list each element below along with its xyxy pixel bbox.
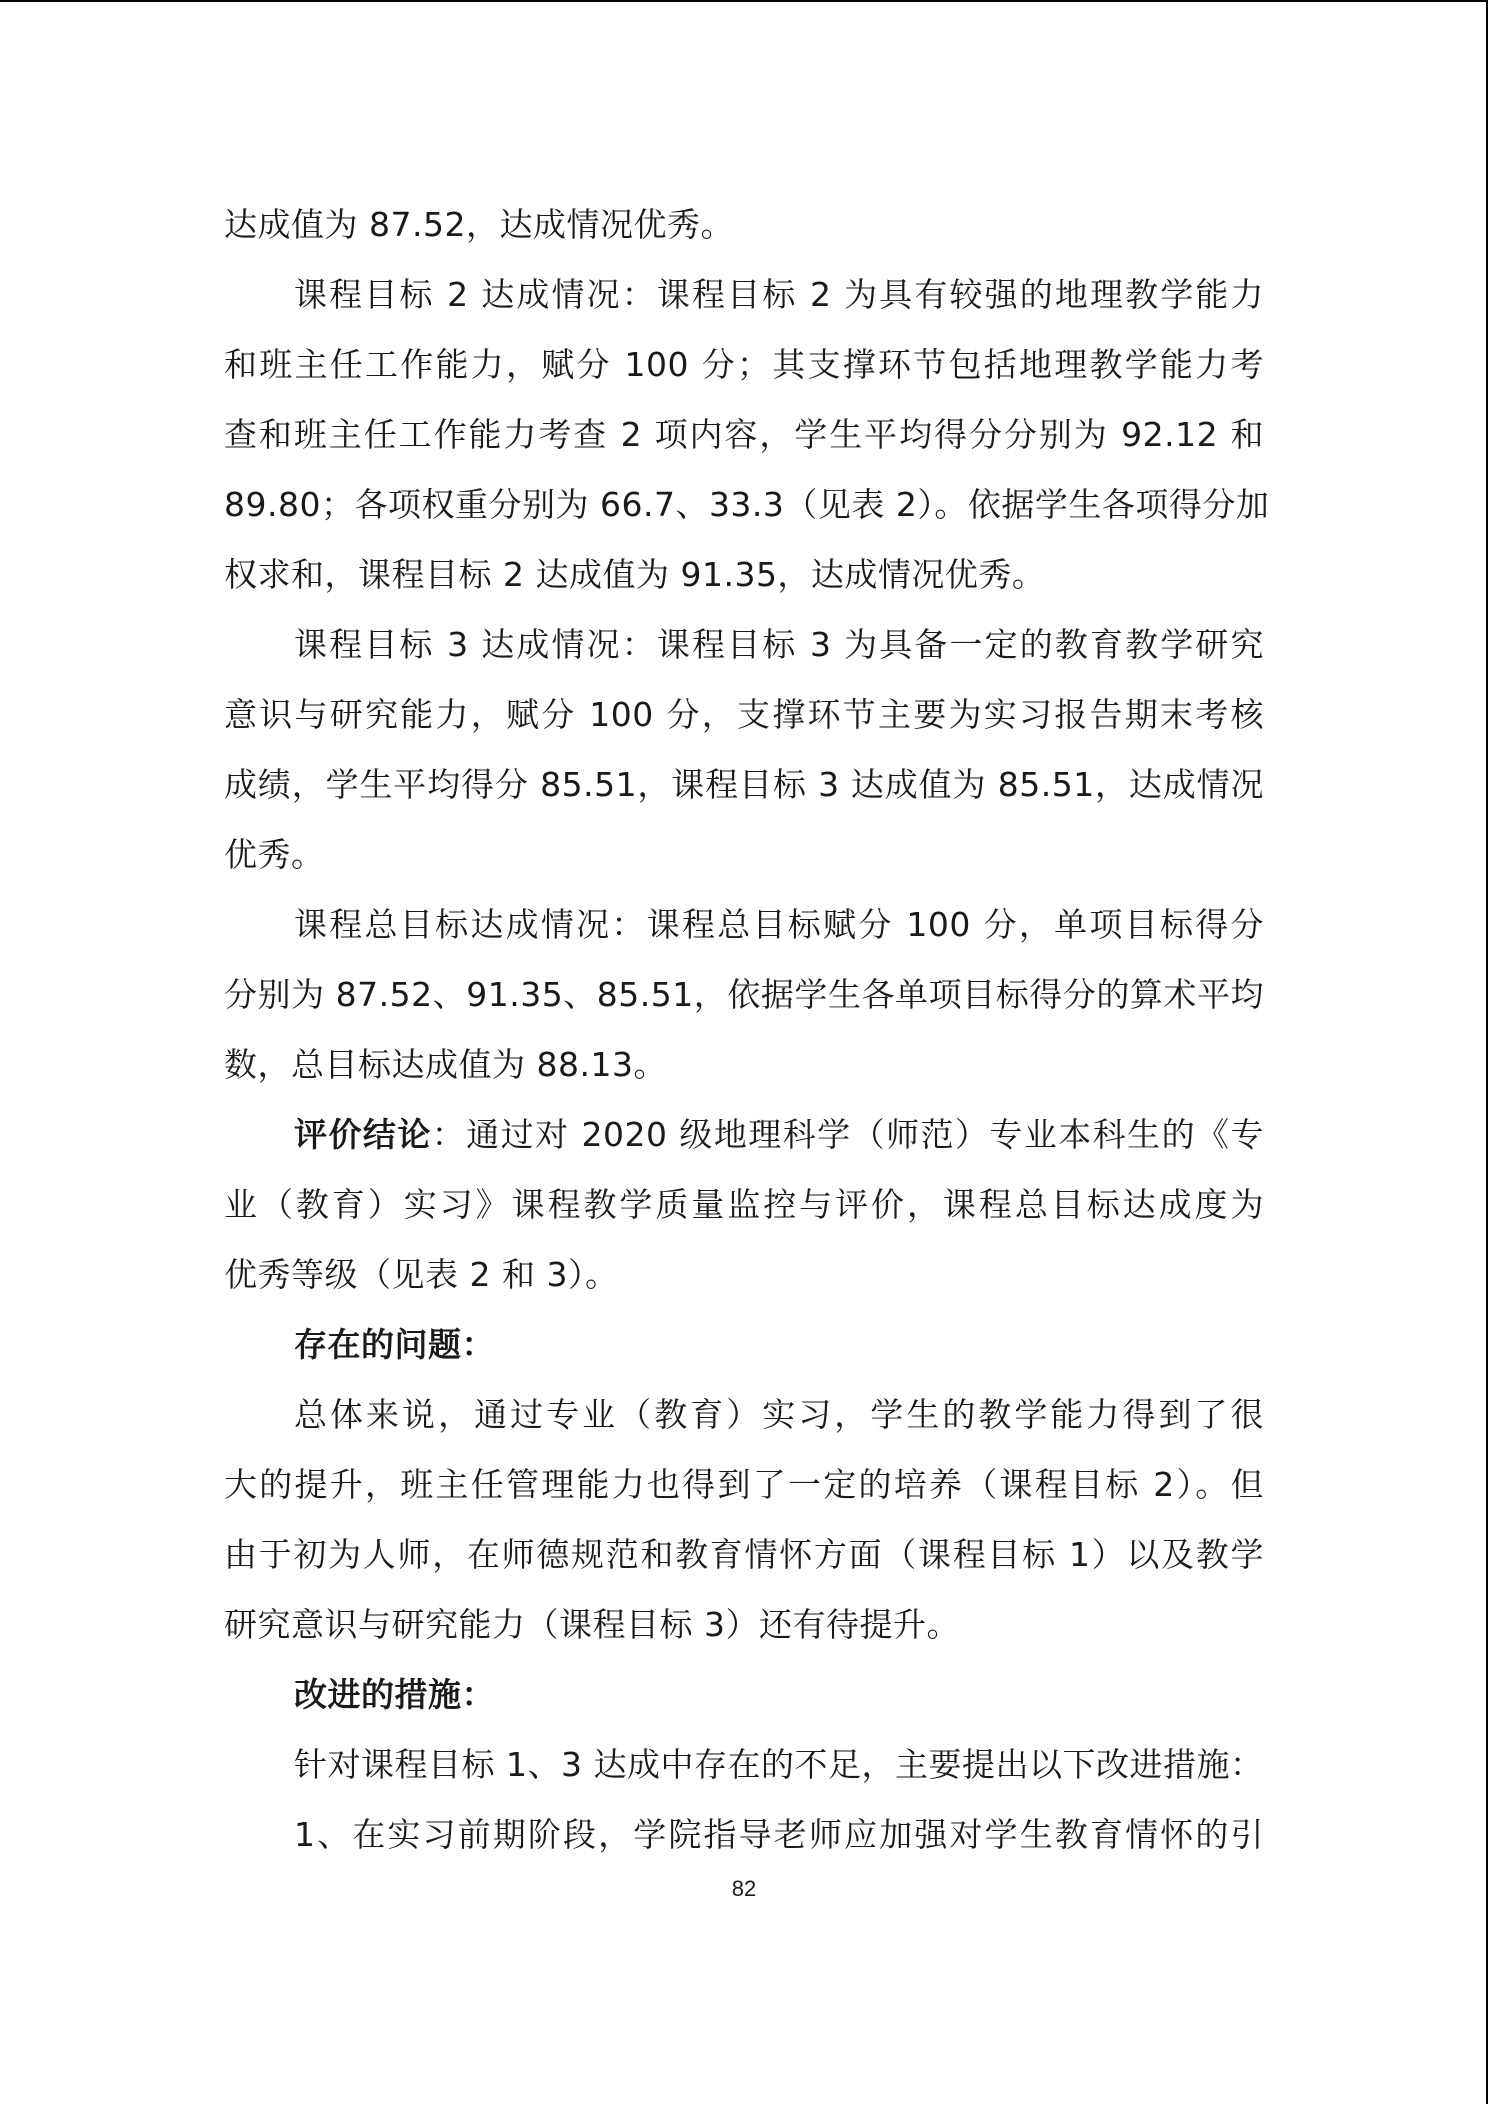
paragraph-goal2-line: 课程目标 2 达成情况：课程目标 2 为具有较强的地理教学能力 — [294, 275, 1264, 314]
paragraph-goal2-line: 89.80；各项权重分别为 66.7、33.3（见表 2）。依据学生各项得分加 — [224, 485, 1270, 524]
paragraph-goal3-line: 成绩，学生平均得分 85.51，课程目标 3 达成值为 85.51，达成情况 — [224, 765, 1264, 804]
paragraph-goal3-line: 优秀。 — [224, 835, 325, 874]
problems-line: 研究意识与研究能力（课程目标 3）还有待提升。 — [224, 1605, 960, 1644]
page-border-top — [0, 0, 1488, 2]
paragraph-goal2-line: 权求和，课程目标 2 达成值为 91.35，达成情况优秀。 — [224, 555, 1046, 594]
paragraph-goal2-line: 查和班主任工作能力考查 2 项内容，学生平均得分分别为 92.12 和 — [224, 415, 1264, 454]
paragraph-total-line: 分别为 87.52、91.35、85.51，依据学生各单项目标得分的算术平均 — [224, 975, 1264, 1014]
paragraph-total-line: 数，总目标达成值为 88.13。 — [224, 1045, 667, 1084]
paragraph-total-line: 课程总目标达成情况：课程总目标赋分 100 分，单项目标得分 — [294, 905, 1264, 944]
improvements-line: 1、在实习前期阶段，学院指导老师应加强对学生教育情怀的引 — [294, 1815, 1264, 1854]
problems-line: 大的提升，班主任管理能力也得到了一定的培养（课程目标 2）。但 — [224, 1465, 1264, 1504]
improvements-heading: 改进的措施： — [294, 1675, 495, 1714]
paragraph-goal3-line: 课程目标 3 达成情况：课程目标 3 为具备一定的教育教学研究 — [294, 625, 1264, 664]
paragraph-goal2-line: 和班主任工作能力，赋分 100 分；其支撑环节包括地理教学能力考 — [224, 345, 1264, 384]
improvements-line: 针对课程目标 1、3 达成中存在的不足，主要提出以下改进措施： — [294, 1745, 1264, 1784]
page-number: 82 — [731, 1876, 757, 1901]
conclusion-line: 业（教育）实习》课程教学质量监控与评价，课程总目标达成度为 — [224, 1185, 1264, 1224]
problems-line: 总体来说，通过专业（教育）实习，学生的教学能力得到了很 — [294, 1395, 1264, 1434]
problems-heading: 存在的问题： — [294, 1325, 495, 1364]
conclusion-heading: 评价结论 — [294, 1115, 432, 1154]
conclusion-line — [224, 1100, 1264, 1170]
problems-line: 由于初为人师，在师德规范和教育情怀方面（课程目标 1）以及教学 — [224, 1535, 1264, 1574]
conclusion-line: 优秀等级（见表 2 和 3）。 — [224, 1255, 619, 1294]
conclusion-text: ：通过对 2020 级地理科学（师范）专业本科生的《专 — [431, 1115, 1265, 1154]
text-line: 达成值为 87.52，达成情况优秀。 — [224, 205, 734, 244]
paragraph-goal3-line: 意识与研究能力，赋分 100 分，支撑环节主要为实习报告期末考核 — [224, 695, 1264, 734]
document-body — [224, 190, 1270, 1870]
